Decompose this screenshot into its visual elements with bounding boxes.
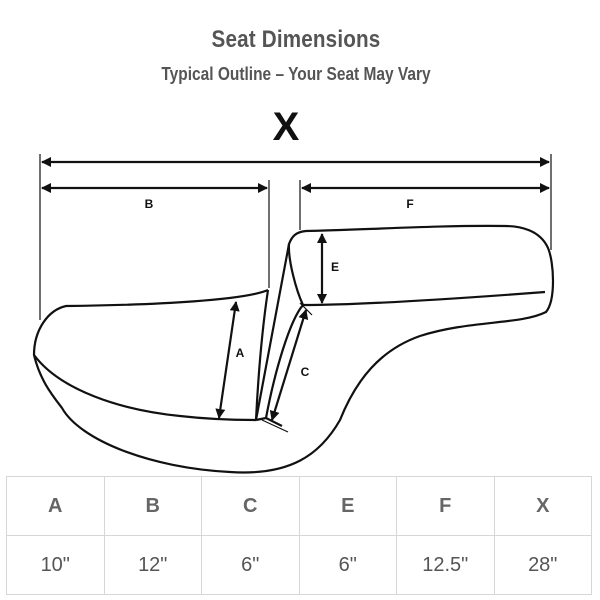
dimension-a-arrow: [219, 302, 236, 418]
label-e: E: [330, 260, 340, 274]
header-cell-e: E: [299, 477, 397, 536]
header-cell-f: F: [397, 477, 495, 536]
value-cell-e: 6": [299, 536, 397, 595]
page-title: Seat Dimensions: [211, 26, 381, 53]
header-cell-a: A: [7, 477, 105, 536]
value-cell-f: 12.5": [397, 536, 495, 595]
page-subtitle: Typical Outline – Your Seat May Vary: [161, 64, 431, 84]
label-a: A: [235, 346, 245, 360]
label-b: B: [144, 197, 154, 211]
value-cell-c: 6": [202, 536, 300, 595]
header-cell-b: B: [104, 477, 202, 536]
header-cell-c: C: [202, 477, 300, 536]
label-f: F: [406, 197, 414, 211]
extension-lines: [40, 154, 551, 432]
dimensions-table: [6, 476, 592, 595]
dimension-arrows: [42, 162, 549, 420]
header-cell-x: X: [494, 477, 592, 536]
value-cell-a: 10": [7, 536, 105, 595]
value-cell-b: 12": [104, 536, 202, 595]
label-c: C: [300, 365, 310, 379]
value-cell-x: 28": [494, 536, 592, 595]
table-header-row: [7, 477, 592, 536]
table-values-row: [7, 536, 592, 595]
overall-dimension-label: X: [272, 105, 300, 149]
